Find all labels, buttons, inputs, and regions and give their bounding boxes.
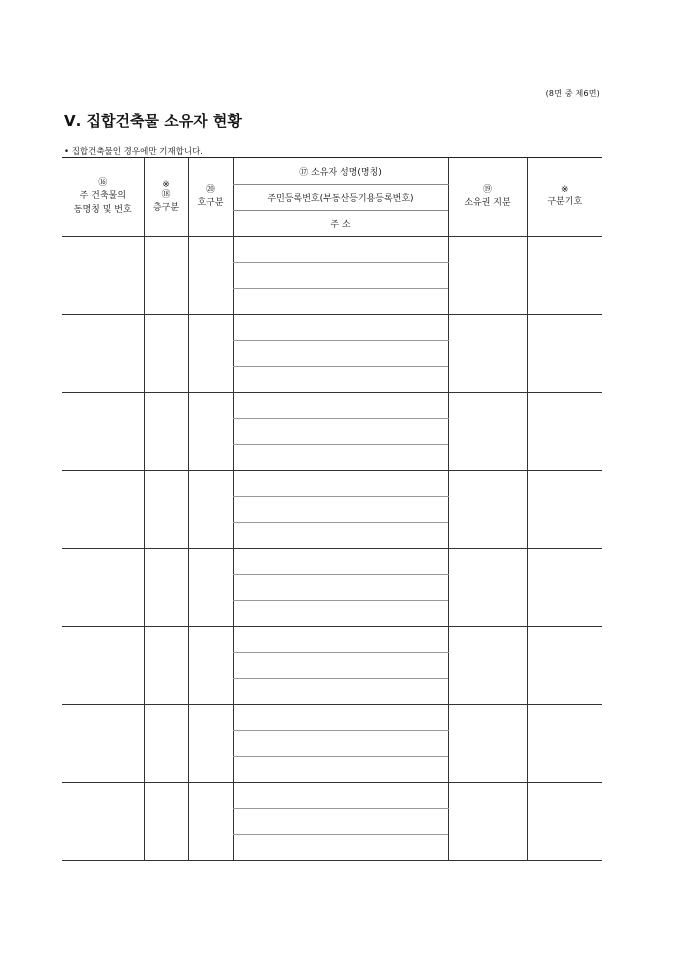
floor-cell[interactable]: [144, 237, 188, 315]
table-row: [62, 783, 602, 809]
share-cell[interactable]: [448, 471, 527, 549]
building-name-cell[interactable]: [62, 549, 144, 627]
owner-name-field[interactable]: [233, 471, 448, 497]
owner-name-field[interactable]: [233, 627, 448, 653]
header-building-name: ⑯ 주 건축물의 동명칭 및 번호: [62, 158, 144, 237]
share-cell[interactable]: [448, 549, 527, 627]
building-name-cell[interactable]: [62, 705, 144, 783]
owner-name-field[interactable]: [233, 237, 448, 263]
building-name-cell[interactable]: [62, 237, 144, 315]
owner-name-field[interactable]: [233, 549, 448, 575]
code-cell[interactable]: [527, 315, 602, 393]
share-cell[interactable]: [448, 237, 527, 315]
unit-cell[interactable]: [188, 549, 233, 627]
table-row: [62, 237, 602, 263]
owner-name-field[interactable]: [233, 393, 448, 419]
floor-cell[interactable]: [144, 393, 188, 471]
building-name-cell[interactable]: [62, 783, 144, 861]
code-cell[interactable]: [527, 237, 602, 315]
code-cell[interactable]: [527, 705, 602, 783]
code-cell[interactable]: [527, 627, 602, 705]
share-cell[interactable]: [448, 705, 527, 783]
floor-cell[interactable]: [144, 315, 188, 393]
table-row: [62, 315, 602, 341]
header-floor: ※ ⑱ 층구분: [144, 158, 188, 237]
code-cell[interactable]: [527, 393, 602, 471]
unit-cell[interactable]: [188, 393, 233, 471]
table-row: [62, 627, 602, 653]
code-cell[interactable]: [527, 471, 602, 549]
address-field[interactable]: [233, 445, 448, 471]
table-row: [62, 705, 602, 731]
building-name-cell[interactable]: [62, 315, 144, 393]
floor-cell[interactable]: [144, 783, 188, 861]
registration-number-field[interactable]: [233, 653, 448, 679]
header-address: 주 소: [233, 211, 448, 237]
registration-number-field[interactable]: [233, 497, 448, 523]
registration-number-field[interactable]: [233, 575, 448, 601]
address-field[interactable]: [233, 523, 448, 549]
building-name-cell[interactable]: [62, 627, 144, 705]
share-cell[interactable]: [448, 315, 527, 393]
address-field[interactable]: [233, 835, 448, 861]
table-row: [62, 393, 602, 419]
address-field[interactable]: [233, 601, 448, 627]
unit-cell[interactable]: [188, 783, 233, 861]
share-cell[interactable]: [448, 393, 527, 471]
header-registration-number: 주민등록번호(부동산등기용등록번호): [233, 185, 448, 211]
unit-cell[interactable]: [188, 237, 233, 315]
address-field[interactable]: [233, 757, 448, 783]
unit-cell[interactable]: [188, 471, 233, 549]
owner-status-table: [62, 157, 602, 861]
address-field[interactable]: [233, 289, 448, 315]
building-name-cell[interactable]: [62, 393, 144, 471]
floor-cell[interactable]: [144, 549, 188, 627]
registration-number-field[interactable]: [233, 809, 448, 835]
address-field[interactable]: [233, 367, 448, 393]
floor-cell[interactable]: [144, 705, 188, 783]
header-ownership-share: ⑲ 소유권 지분: [448, 158, 527, 237]
unit-cell[interactable]: [188, 627, 233, 705]
share-cell[interactable]: [448, 627, 527, 705]
code-cell[interactable]: [527, 783, 602, 861]
owner-name-field[interactable]: [233, 705, 448, 731]
table-row: [62, 471, 602, 497]
registration-number-field[interactable]: [233, 731, 448, 757]
floor-cell[interactable]: [144, 471, 188, 549]
unit-cell[interactable]: [188, 705, 233, 783]
page-number: (8면 중 제6면): [545, 89, 600, 98]
registration-number-field[interactable]: [233, 341, 448, 367]
instruction-note: • 집합건축물인 경우에만 기재합니다.: [64, 147, 203, 157]
table-row: [62, 549, 602, 575]
unit-cell[interactable]: [188, 315, 233, 393]
share-cell[interactable]: [448, 783, 527, 861]
header-owner-name: ⑰ 소유자 성명(명칭): [233, 158, 448, 185]
floor-cell[interactable]: [144, 627, 188, 705]
building-name-cell[interactable]: [62, 471, 144, 549]
owner-name-field[interactable]: [233, 315, 448, 341]
address-field[interactable]: [233, 679, 448, 705]
registration-number-field[interactable]: [233, 419, 448, 445]
page-title: Ⅴ. 집합건축물 소유자 현황: [64, 112, 242, 130]
registration-number-field[interactable]: [233, 263, 448, 289]
header-category-code: ※ 구분기호: [527, 158, 602, 237]
owner-name-field[interactable]: [233, 783, 448, 809]
code-cell[interactable]: [527, 549, 602, 627]
header-unit: ⑳ 호구분: [188, 158, 233, 237]
